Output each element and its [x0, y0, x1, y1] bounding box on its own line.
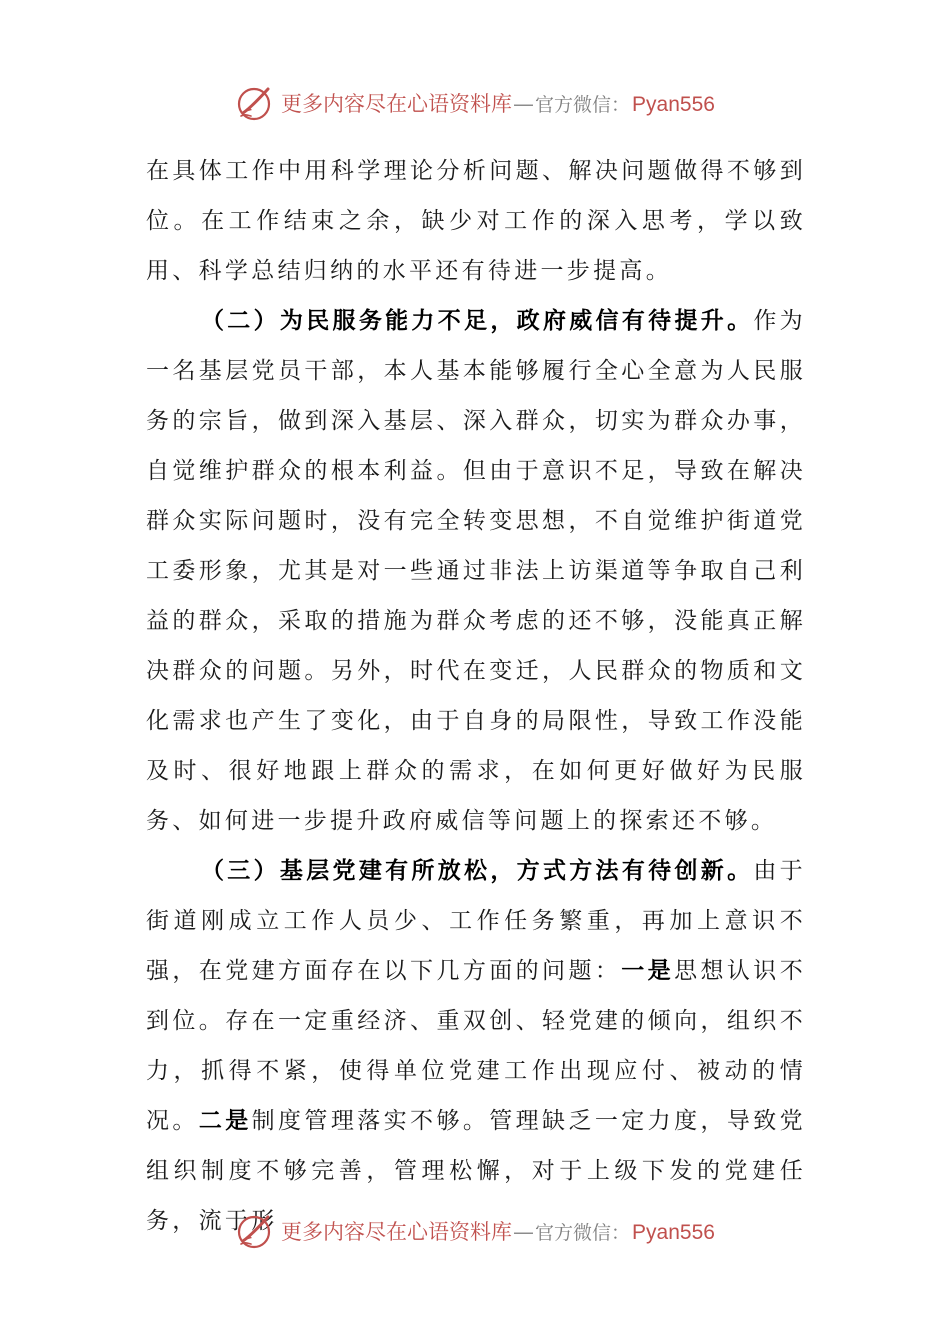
footer-text — [281, 1216, 715, 1246]
point-2-marker: 二是 — [198, 1107, 252, 1134]
pen-logo-icon — [235, 1211, 275, 1251]
paragraph-1: 在具体工作中用科学理论分析问题、解决问题做得不够到位。在工作结束之余，缺少对工作的深入思考，学以致用、科学总结归纳的水平还有待进一步提高。 — [146, 158, 806, 284]
section-3-heading: （三）基层党建有所放松，方式方法有待创新。 — [201, 857, 754, 884]
paragraph-2 — [146, 296, 806, 846]
header-wechat-label: 官方微信： — [535, 94, 631, 116]
section-2-text: 作为一名基层党员干部，本人基本能够履行全心全意为人民服务的宗旨，做到深入基层、深入群众，切实为群众办事，自觉维护群众的根本利益。但由于意识不足，导致在解决群众实际问题时，没有完全转变思想，不自觉维护街道党工委形象，尤其是对一些通过非法上访渠道等争取自己利益的群众，采取的措施为群众考虑的还不够，没能真正解决群众的问题。另外，时代在变迁，人民群众的物质和文化需求也产生了变化，由于自身的局限性，导致工作没能及时、很好地跟上群众的需求，在如何更好做好为民服务、如何进一步提升政府威信等问题上的探索还不够。 — [146, 308, 806, 834]
footer-brand: 更多内容尽在心语资料库 — [281, 1220, 513, 1244]
pen-logo-icon — [235, 83, 275, 123]
section-3-text-c: 制度管理落实不够。管理缺乏一定力度，导致党组织制度不够完善，管理松懈，对于上级下发的党建任务，流于形 — [146, 1108, 806, 1234]
document-body — [146, 146, 806, 1246]
footer-dash: — — [513, 1220, 535, 1244]
point-1-marker: 一是 — [621, 957, 675, 984]
header-text — [281, 88, 715, 118]
footer-wechat-id: Pyan556 — [632, 1221, 715, 1244]
header-dash: — — [513, 92, 535, 116]
footer-wechat-label: 官方微信： — [535, 1222, 631, 1244]
section-3-text-a: 由于街道刚成立工作人员少、工作任务繁重，再加上意识不强，在党建方面存在以下几方面的问题： — [146, 858, 806, 984]
header-brand: 更多内容尽在心语资料库 — [281, 92, 513, 116]
header-wechat-id: Pyan556 — [632, 93, 715, 116]
section-2-heading: （二）为民服务能力不足，政府威信有待提升。 — [201, 307, 754, 334]
paragraph-3 — [146, 846, 806, 1246]
footer-watermark — [0, 1206, 950, 1256]
header-watermark — [0, 78, 950, 128]
section-3-text-b: 思想认识不到位。存在一定重经济、重双创、轻党建的倾向，组织不力，抓得不紧，使得单位党建工作出现应付、被动的情况。 — [146, 958, 806, 1134]
